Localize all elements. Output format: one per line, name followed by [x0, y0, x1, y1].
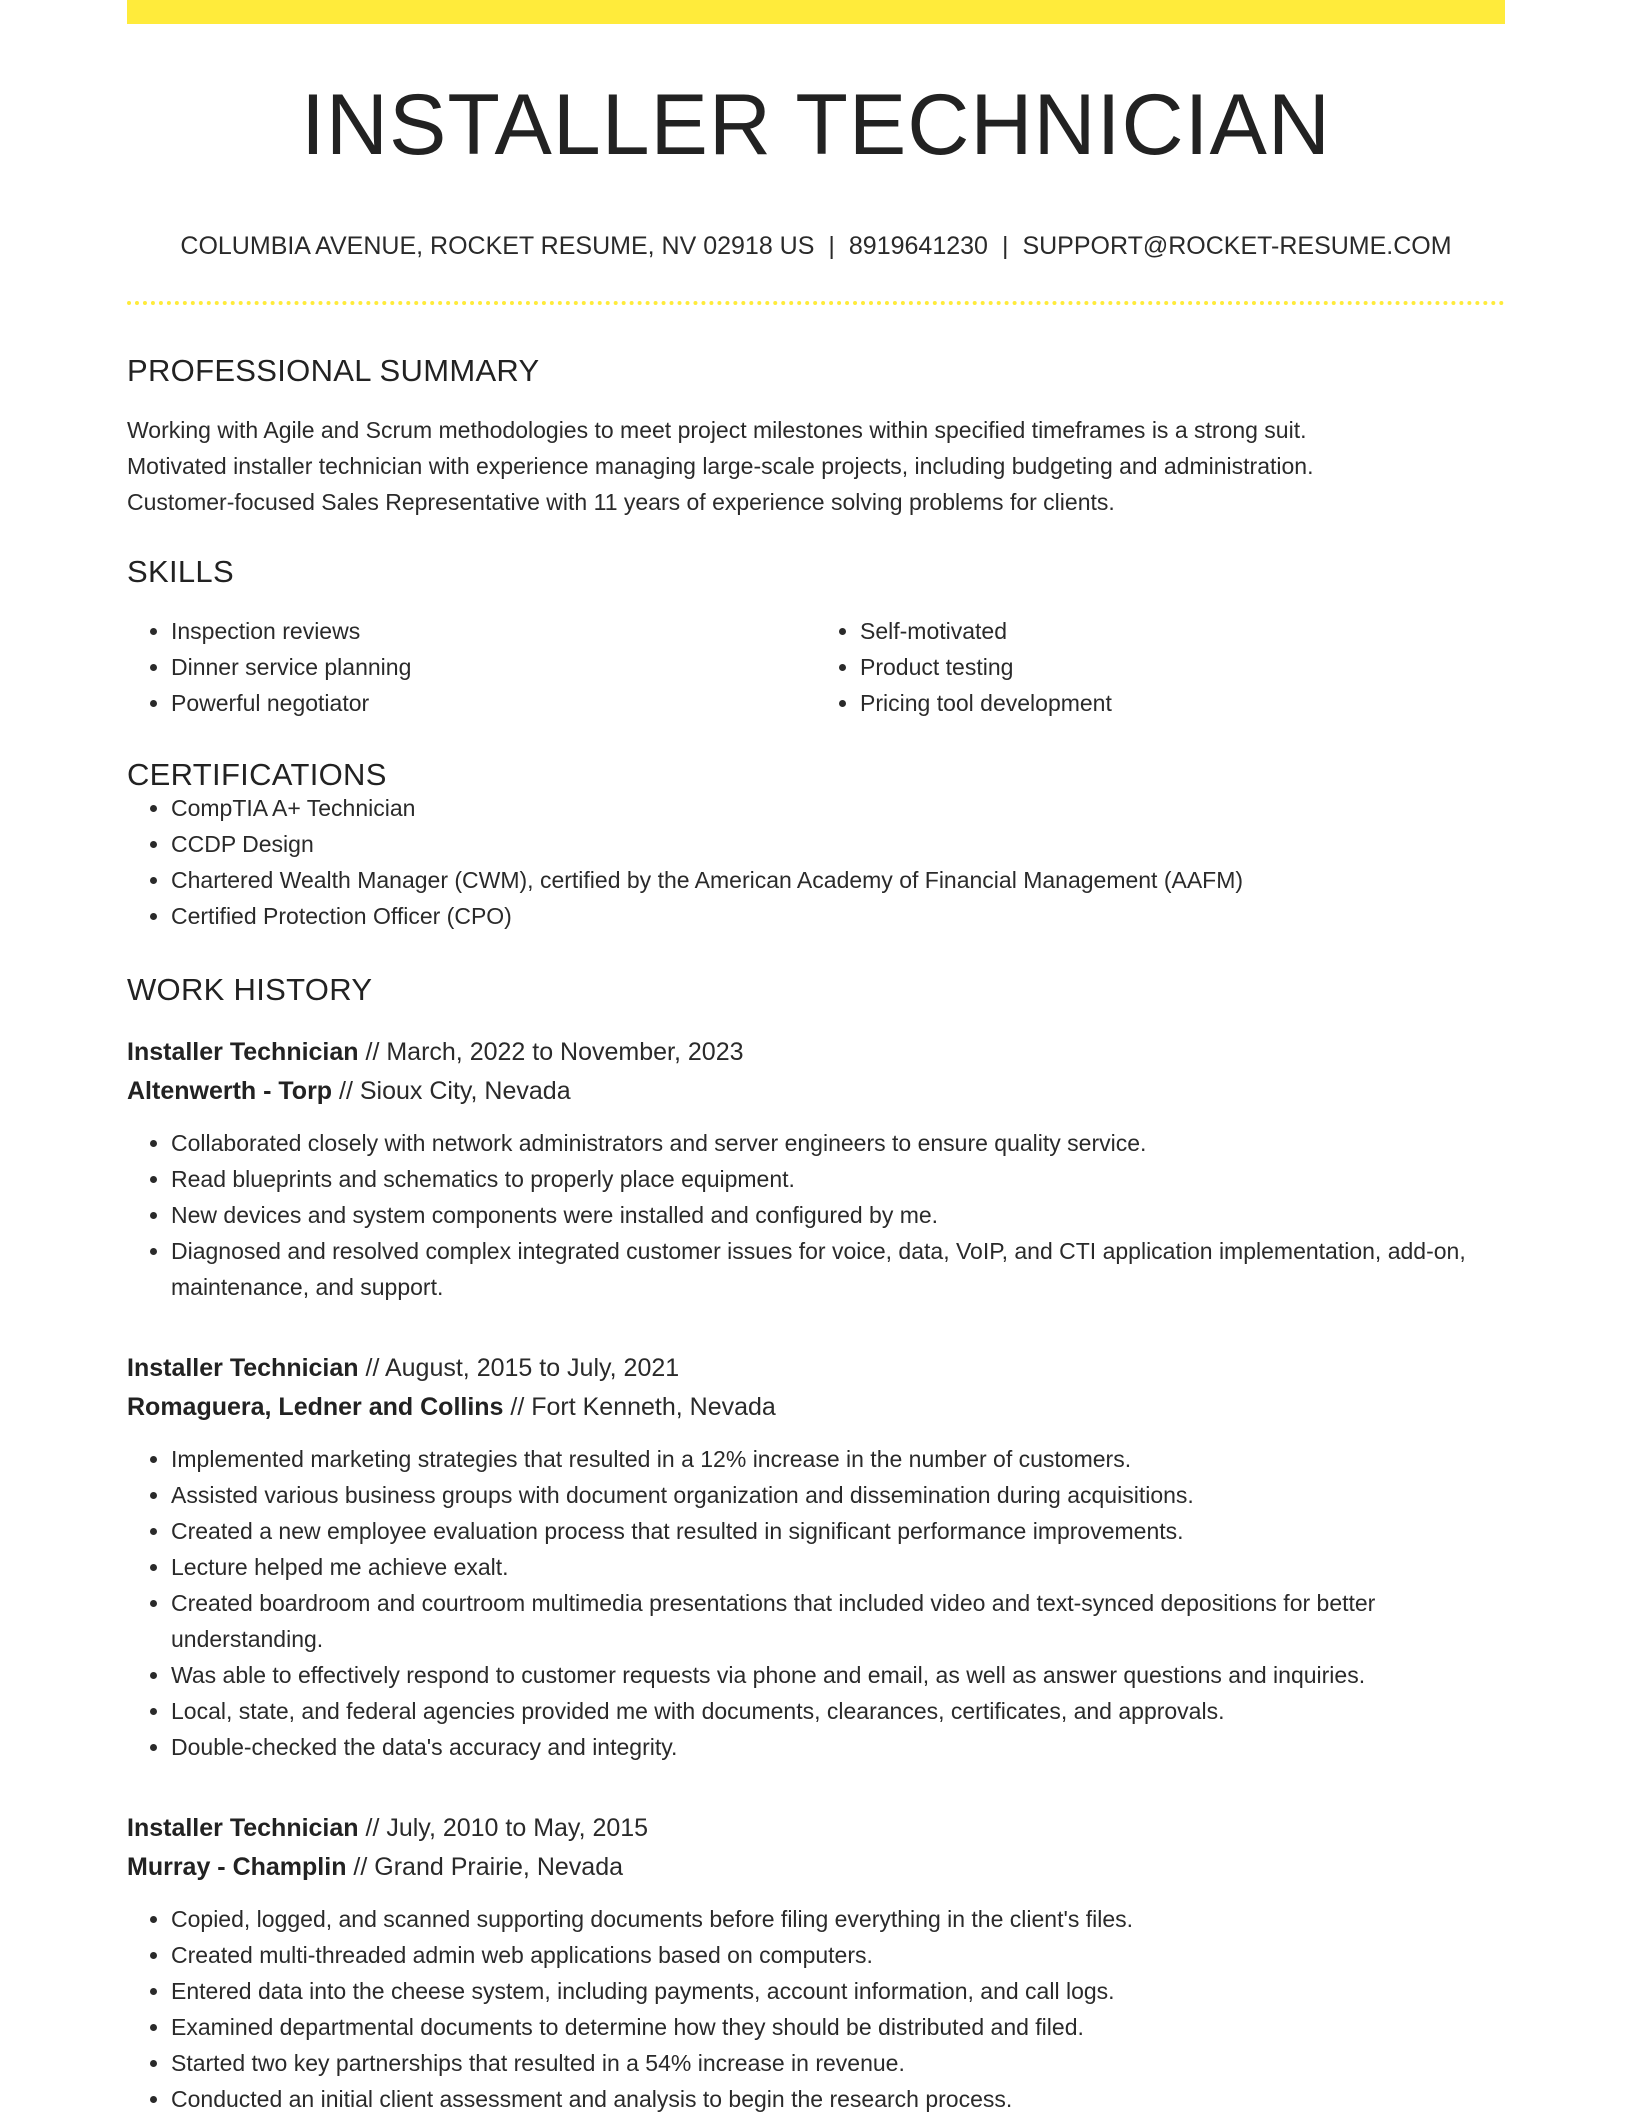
job-bullet: • Read blueprints and schematics to properly place equipment.: [171, 1161, 1505, 1197]
skills-column-left: [127, 613, 816, 721]
job-title: Installer Technician: [127, 1038, 359, 1066]
job-company-line: [127, 1072, 1505, 1111]
skill-item: • Product testing: [860, 649, 1505, 685]
skill-item: • Powerful negotiator: [171, 685, 816, 721]
job-company-line: [127, 1848, 1505, 1887]
job-bullet: • Conducted an initial client assessment and analysis to begin the research process.: [171, 2081, 1505, 2117]
summary-text: [127, 412, 1505, 520]
job-title-line: [127, 1349, 1505, 1388]
job-title-line: [127, 1033, 1505, 1072]
work-history-heading: WORK HISTORY: [127, 972, 373, 1007]
job-company: Romaguera, Ledner and Collins: [127, 1393, 504, 1421]
job-bullet: • Assisted various business groups with document organization and dissemination during acquisitions.: [171, 1477, 1505, 1513]
contact-address: COLUMBIA AVENUE, ROCKET RESUME, NV 02918 US: [180, 232, 815, 260]
job-location: // Fort Kenneth, Nevada: [503, 1393, 776, 1421]
job-bullet: • Examined departmental documents to determine how they should be distributed and filed.: [171, 2009, 1505, 2045]
job-dates: // March, 2022 to November, 2023: [358, 1038, 744, 1066]
job-bullets: [127, 1441, 1505, 1765]
dotted-divider: [127, 301, 1505, 305]
contact-separator: |: [828, 232, 835, 260]
contact-separator: |: [1001, 232, 1009, 260]
job-bullet: • New devices and system components were installed and configured by me.: [171, 1197, 1505, 1233]
job-bullet: • Created multi-threaded admin web applications based on computers.: [171, 1937, 1505, 1973]
skills-column-right: [816, 613, 1505, 721]
job-bullet: • Local, state, and federal agencies provided me with documents, clearances, certificates, and approvals.: [171, 1693, 1505, 1729]
resume-page: [127, 0, 1505, 2117]
accent-top-bar: [127, 0, 1505, 24]
certification-item: • CCDP Design: [171, 826, 1505, 862]
contact-phone: 8919641230: [848, 232, 988, 260]
job-dates: // August, 2015 to July, 2021: [358, 1354, 680, 1382]
job-dates: // July, 2010 to May, 2015: [358, 1814, 649, 1842]
job-company-line: [127, 1388, 1505, 1427]
certifications-heading: CERTIFICATIONS: [127, 757, 387, 792]
job-location: // Grand Prairie, Nevada: [346, 1853, 623, 1881]
contact-email: SUPPORT@ROCKET-RESUME.COM: [1022, 232, 1452, 260]
job-bullet: • Diagnosed and resolved complex integrated customer issues for voice, data, VoIP, and CTI application implementation, add-on, maintenance, and support.: [171, 1233, 1505, 1305]
job-bullet: • Double-checked the data's accuracy and integrity.: [171, 1729, 1505, 1765]
summary-heading: PROFESSIONAL SUMMARY: [127, 353, 540, 388]
job-title-line: [127, 1809, 1505, 1848]
skills-list: [127, 613, 1505, 721]
job-entry: [127, 1349, 1505, 1765]
job-title: Installer Technician: [127, 1354, 359, 1382]
contact-line: [127, 234, 1505, 259]
summary-line: Customer-focused Sales Representative with 11 years of experience solving problems for clients.: [127, 489, 1115, 515]
job-bullet: • Collaborated closely with network administrators and server engineers to ensure quality service.: [171, 1125, 1505, 1161]
job-bullet: • Was able to effectively respond to customer requests via phone and email, as well as answer questions and inquiries.: [171, 1657, 1505, 1693]
job-bullet: • Started two key partnerships that resulted in a 54% increase in revenue.: [171, 2045, 1505, 2081]
certification-item: • Certified Protection Officer (CPO): [171, 898, 1505, 934]
summary-line: Motivated installer technician with experience managing large-scale projects, including budgeting and administration.: [127, 453, 1314, 479]
job-bullets: [127, 1901, 1505, 2117]
skill-item: • Pricing tool development: [860, 685, 1505, 721]
job-bullets: [127, 1125, 1505, 1305]
skill-item: • Dinner service planning: [171, 649, 816, 685]
certification-item: • Chartered Wealth Manager (CWM), certified by the American Academy of Financial Management (AAFM): [171, 862, 1505, 898]
job-title: Installer Technician: [127, 1814, 359, 1842]
job-location: // Sioux City, Nevada: [332, 1077, 571, 1105]
job-company: Altenwerth - Torp: [127, 1077, 333, 1105]
job-company: Murray - Champlin: [127, 1853, 347, 1881]
job-bullet: • Lecture helped me achieve exalt.: [171, 1549, 1505, 1585]
skill-item: • Self-motivated: [860, 613, 1505, 649]
job-bullet: • Entered data into the cheese system, including payments, account information, and call logs.: [171, 1973, 1505, 2009]
certifications-list: [127, 790, 1505, 934]
job-entry: [127, 1809, 1505, 2117]
skill-item: • Inspection reviews: [171, 613, 816, 649]
resume-name: INSTALLER TECHNICIAN: [301, 77, 1331, 173]
job-bullet: • Implemented marketing strategies that resulted in a 12% increase in the number of customers.: [171, 1441, 1505, 1477]
job-bullet: • Copied, logged, and scanned supporting documents before filing everything in the client's files.: [171, 1901, 1505, 1937]
job-bullet: • Created boardroom and courtroom multimedia presentations that included video and text-synced depositions for better understanding.: [171, 1585, 1505, 1657]
skills-heading: SKILLS: [127, 554, 234, 589]
job-entry: [127, 1033, 1505, 1305]
summary-line: Working with Agile and Scrum methodologies to meet project milestones within specified timeframes is a strong suit.: [127, 417, 1307, 443]
certification-item: • CompTIA A+ Technician: [171, 790, 1505, 826]
job-bullet: • Created a new employee evaluation process that resulted in significant performance improvements.: [171, 1513, 1505, 1549]
